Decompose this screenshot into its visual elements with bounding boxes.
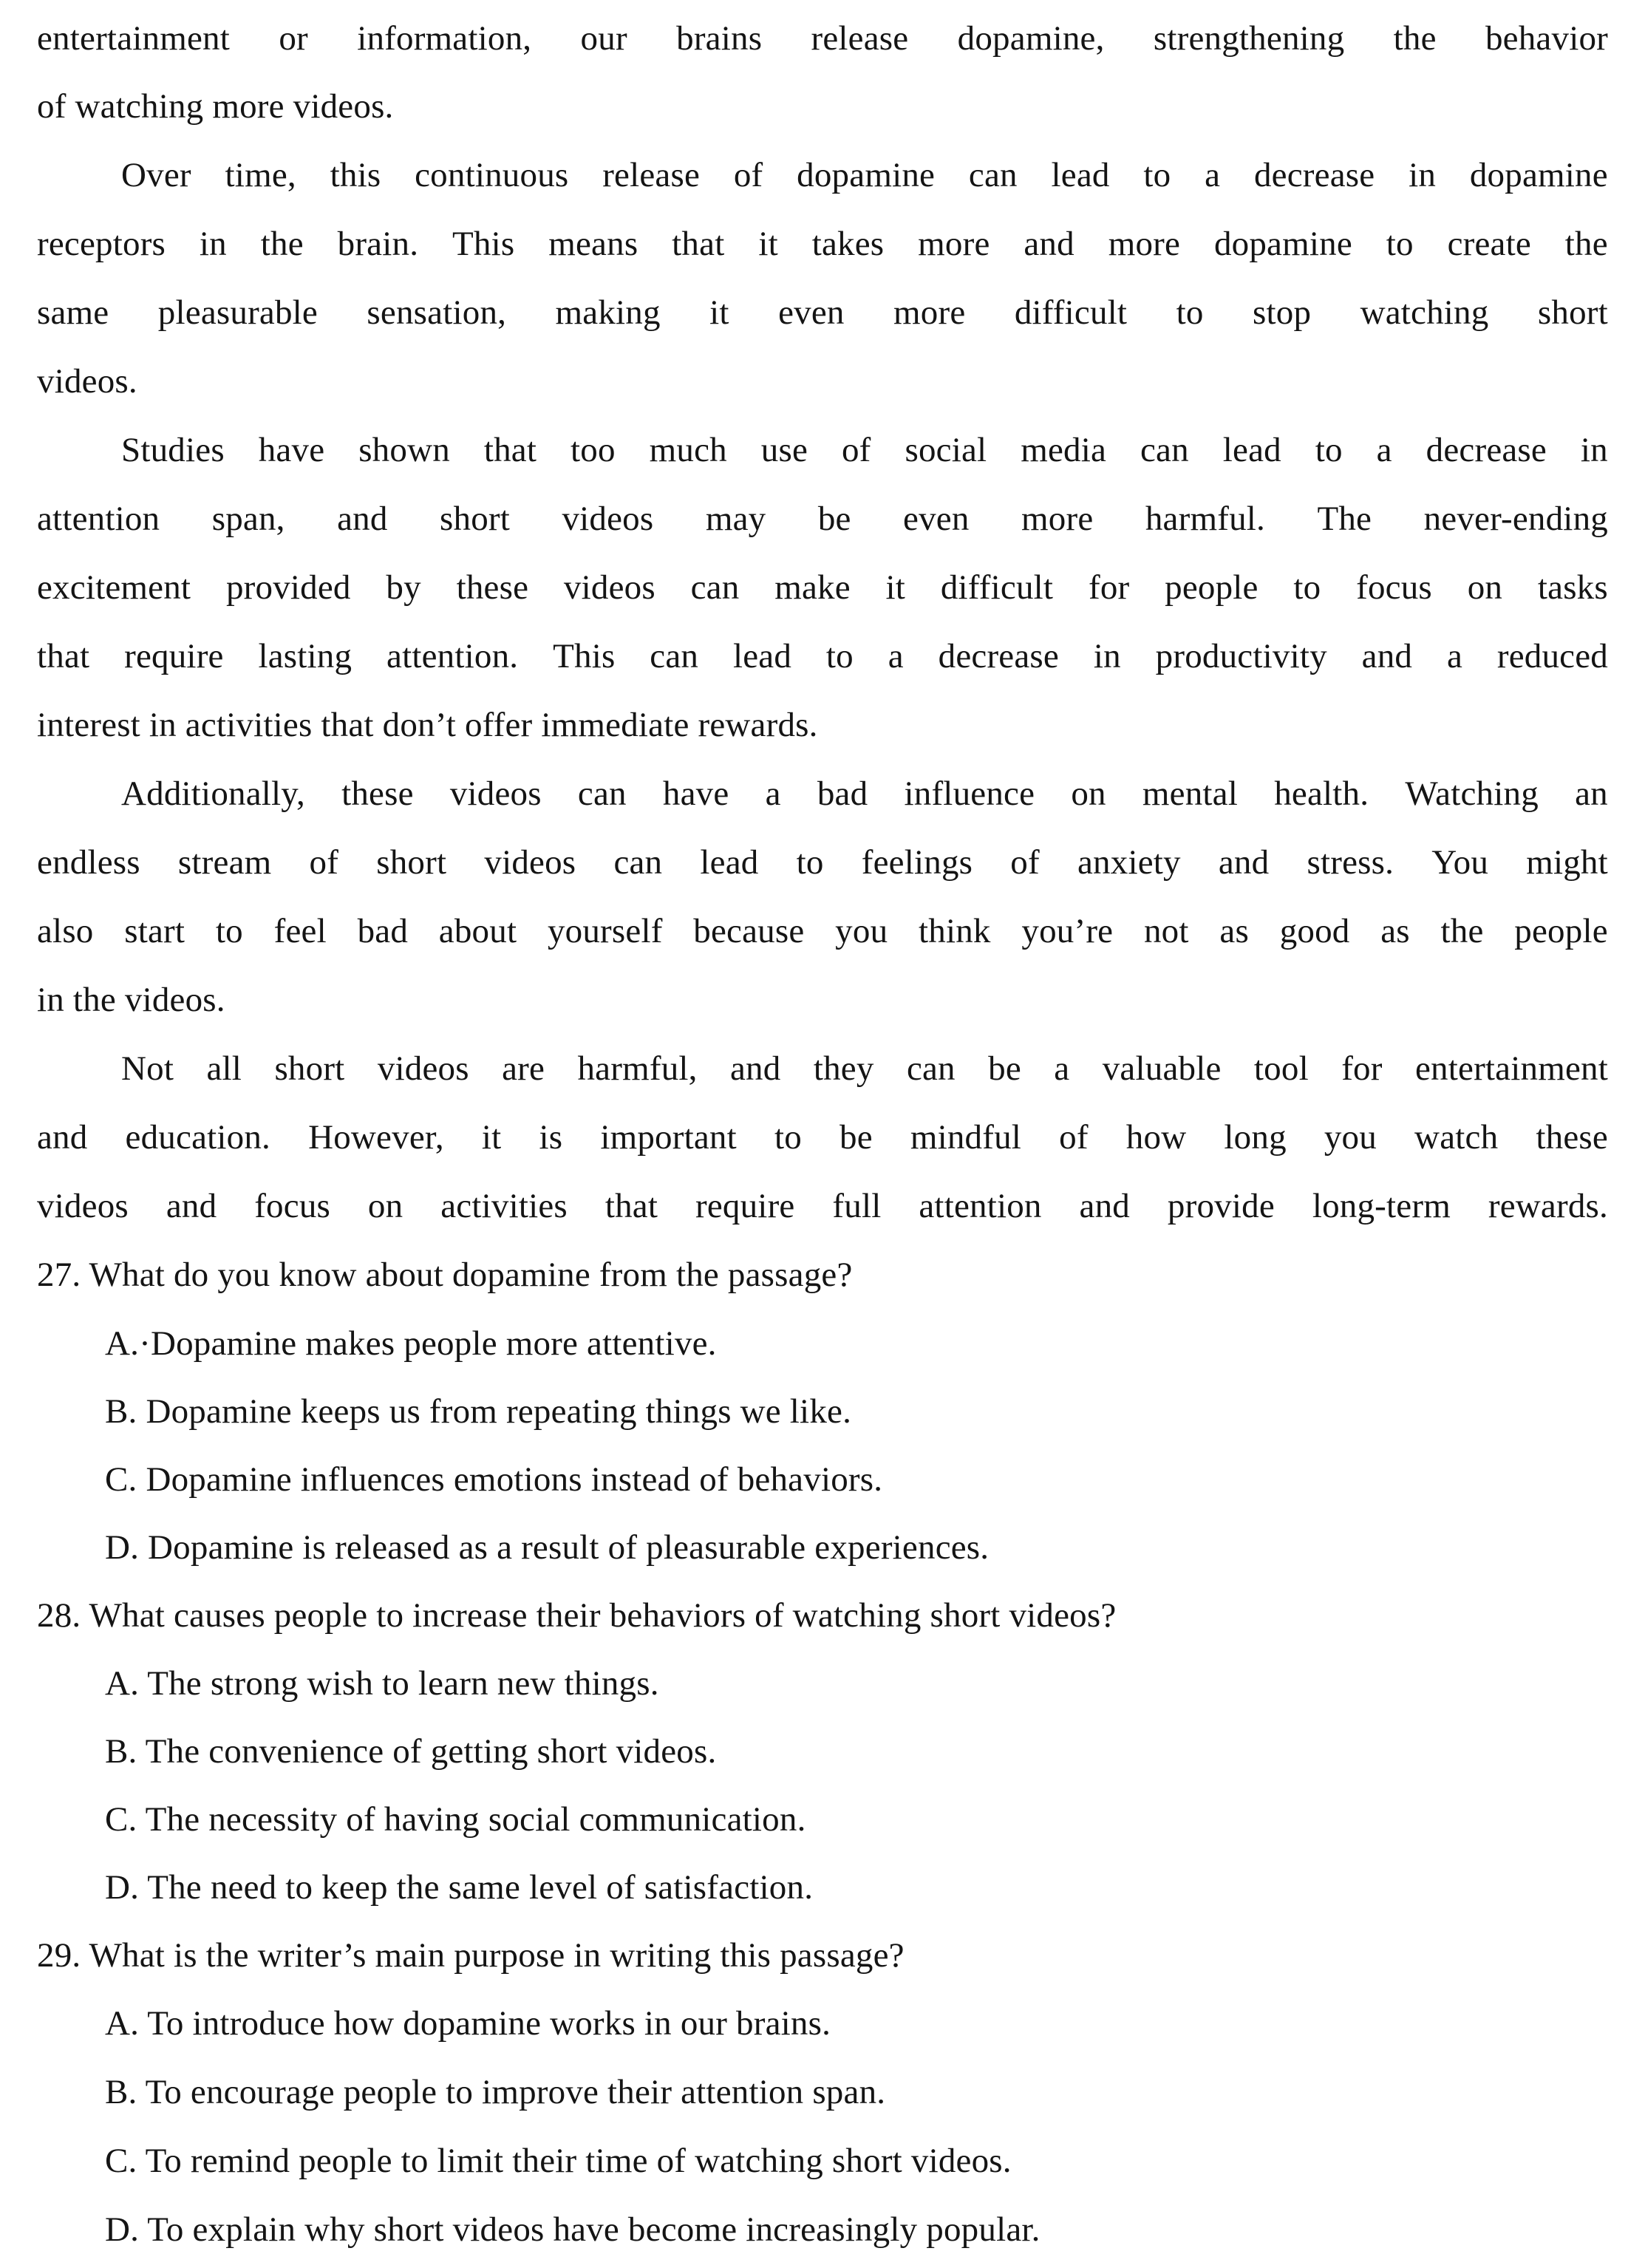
passage-line: videos.	[37, 362, 137, 401]
option-d[interactable]: D. Dopamine is released as a result of pleasurable experiences.	[105, 1528, 990, 1567]
option-d[interactable]: D. To explain why short videos have become increasingly popular.	[105, 2210, 1041, 2249]
option-b[interactable]: B. Dopamine keeps us from repeating things we like.	[105, 1392, 852, 1431]
passage-line: videos and focus on activities that require full attention and provide long-term rewards.	[37, 1187, 1608, 1225]
passage-line: receptors in the brain. This means that it takes more and more dopamine to create the	[37, 225, 1608, 263]
question-stem: 28. What causes people to increase their behaviors of watching short videos?	[37, 1596, 1117, 1635]
option-b[interactable]: B. The convenience of getting short videos.	[105, 1732, 717, 1771]
passage-line: excitement provided by these videos can make it difficult for people to focus on tasks	[37, 568, 1608, 607]
option-c[interactable]: C. To remind people to limit their time of watching short videos.	[105, 2142, 1012, 2180]
passage-line: interest in activities that don’t offer immediate rewards.	[37, 706, 818, 744]
passage-line: of watching more videos.	[37, 87, 394, 126]
option-c[interactable]: C. Dopamine influences emotions instead of behaviors.	[105, 1460, 883, 1499]
passage-line: Additionally, these videos can have a bad influence on mental health. Watching an	[121, 774, 1608, 813]
passage-line: endless stream of short videos can lead to feelings of anxiety and stress. You might	[37, 843, 1608, 882]
passage-line: same pleasurable sensation, making it even more difficult to stop watching short	[37, 293, 1608, 332]
option-a[interactable]: A. The strong wish to learn new things.	[105, 1664, 659, 1703]
passage-line: Not all short videos are harmful, and they can be a valuable tool for entertainment	[121, 1049, 1608, 1088]
passage-line: Over time, this continuous release of dopamine can lead to a decrease in dopamine	[121, 156, 1608, 194]
option-a[interactable]: A.·Dopamine makes people more attentive.	[105, 1324, 717, 1363]
passage-line: also start to feel bad about yourself because you think you’re not as good as the people	[37, 912, 1608, 950]
passage-line: that require lasting attention. This can lead to a decrease in productivity and a reduced	[37, 637, 1608, 675]
passage-line: and education. However, it is important to be mindful of how long you watch these	[37, 1118, 1608, 1157]
passage-line: in the videos.	[37, 981, 225, 1019]
option-a[interactable]: A. To introduce how dopamine works in our brains.	[105, 2004, 831, 2043]
passage-line: entertainment or information, our brains release dopamine, strengthening the behavior	[37, 19, 1608, 58]
option-d[interactable]: D. The need to keep the same level of satisfaction.	[105, 1868, 814, 1907]
option-c[interactable]: C. The necessity of having social communication.	[105, 1800, 806, 1839]
question-stem: 29. What is the writer’s main purpose in writing this passage?	[37, 1936, 905, 1975]
option-b[interactable]: B. To encourage people to improve their attention span.	[105, 2073, 886, 2111]
question-stem: 27. What do you know about dopamine from the passage?	[37, 1256, 853, 1294]
passage-line: attention span, and short videos may be even more harmful. The never-ending	[37, 500, 1608, 538]
passage-line: Studies have shown that too much use of social media can lead to a decrease in	[121, 431, 1608, 469]
